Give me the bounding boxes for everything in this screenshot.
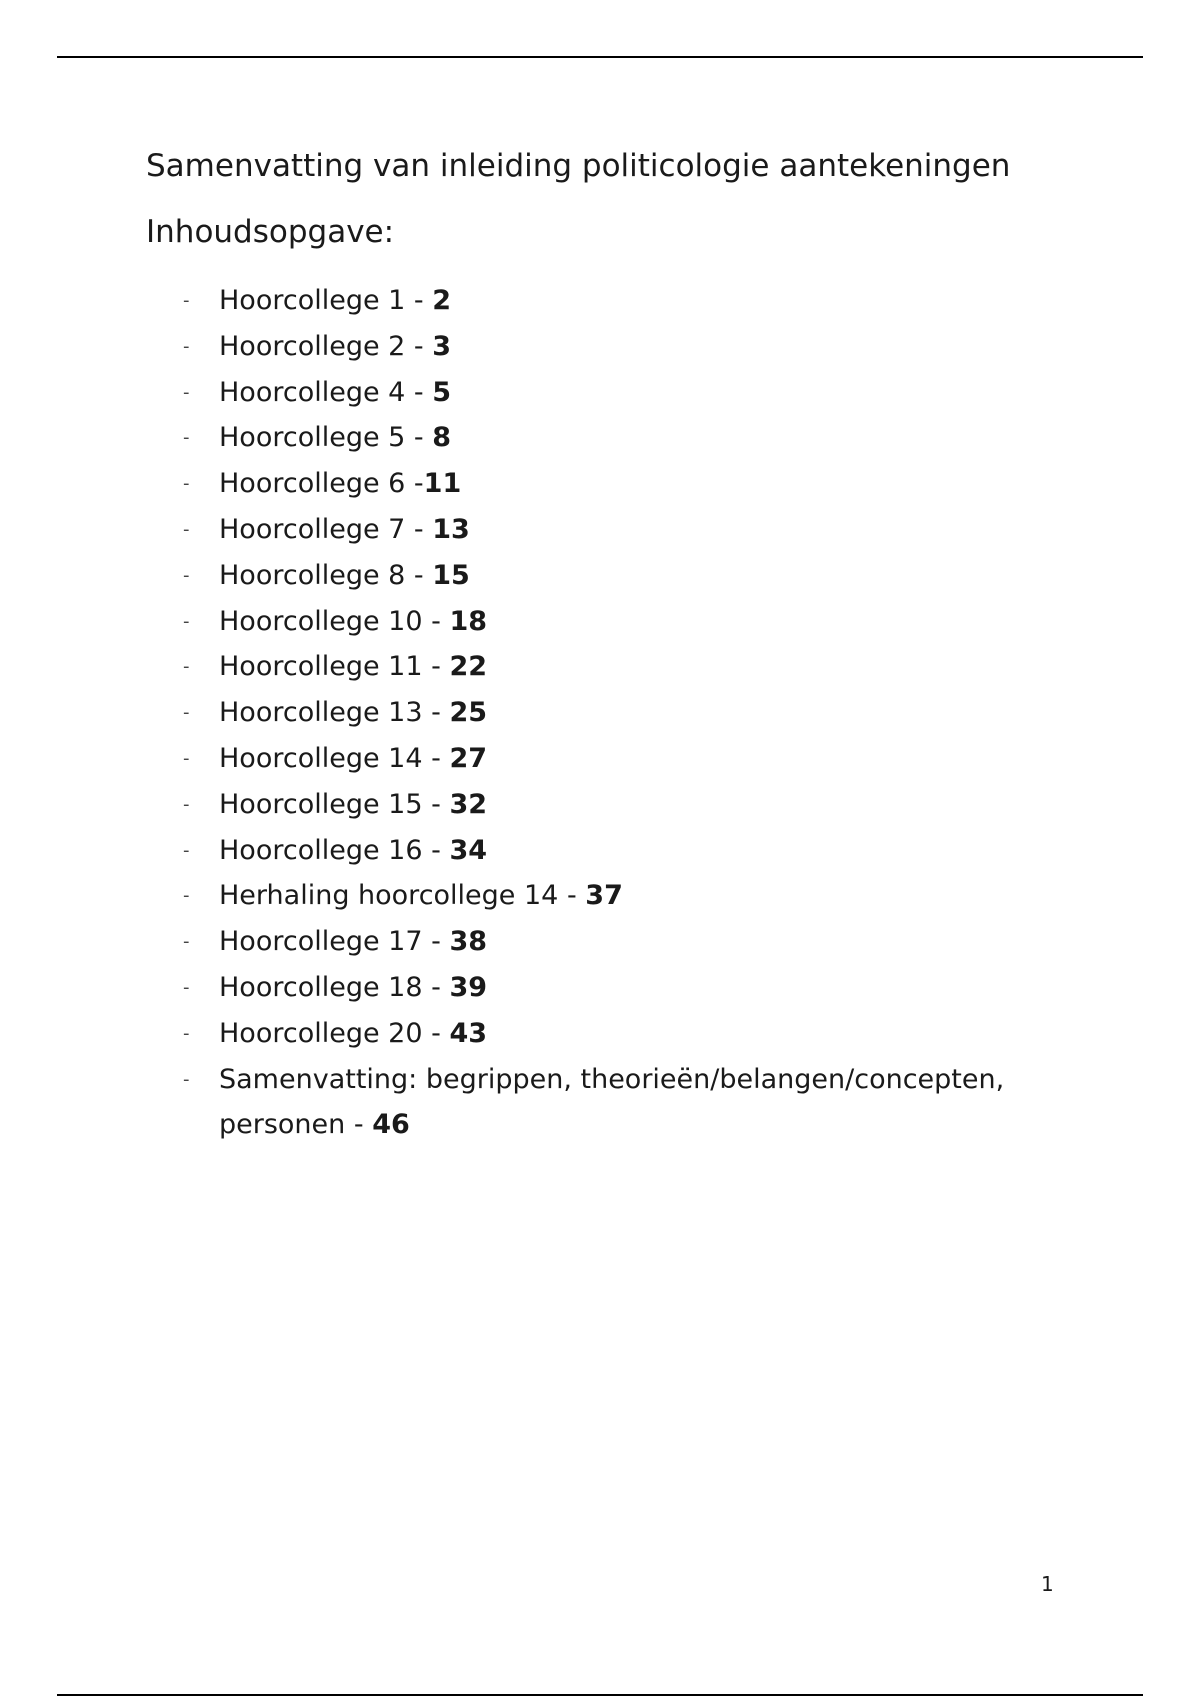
toc-item [0, 278, 1200, 324]
toc-item-label: Hoorcollege 16 - [219, 834, 450, 866]
toc-item-label: Hoorcollege 4 - [219, 376, 433, 408]
toc-item-page: 34 [449, 834, 488, 866]
toc-item-label: Hoorcollege 8 - [219, 559, 433, 591]
toc-item-page: 15 [432, 559, 470, 591]
dash-bullet: - [183, 427, 190, 449]
toc-heading: Inhoudsopgave: [146, 214, 395, 250]
dash-bullet: - [183, 976, 190, 998]
dash-bullet: - [183, 702, 190, 724]
dash-bullet: - [183, 473, 190, 495]
toc-item-label: Hoorcollege 15 - [219, 788, 450, 820]
toc-item-page: 37 [585, 880, 623, 912]
toc-item [0, 1011, 1200, 1057]
toc-item [0, 461, 1200, 507]
toc-item-page: 5 [432, 376, 452, 408]
toc-item-label: Hoorcollege 18 - [219, 971, 450, 1003]
dash-bullet: - [183, 747, 190, 769]
toc-item [0, 599, 1200, 645]
toc-item-page: 27 [449, 742, 488, 774]
toc-item [0, 324, 1200, 370]
dash-bullet: - [183, 610, 190, 632]
toc-item-label: Herhaling hoorcollege 14 - [219, 880, 586, 912]
toc-item-page: 32 [449, 788, 488, 820]
toc-item-page: 25 [449, 697, 488, 729]
toc-item-label: Hoorcollege 6 - [219, 468, 424, 500]
toc-item [0, 1057, 1200, 1149]
toc-item-page: 43 [449, 1017, 488, 1049]
toc-item-label: Hoorcollege 10 - [219, 605, 450, 637]
toc-item-label: Hoorcollege 2 - [219, 330, 433, 362]
toc-item-label: Samenvatting: begrippen, theorieën/belangen/concepten, personen - [219, 1063, 1005, 1141]
toc-item [0, 782, 1200, 828]
toc-item-page: 8 [432, 422, 452, 454]
toc-item-label: Hoorcollege 14 - [219, 742, 450, 774]
toc-item-page: 13 [432, 513, 470, 545]
header-rule [57, 56, 1143, 58]
toc-item-label: Hoorcollege 20 - [219, 1017, 450, 1049]
toc-item-page: 2 [432, 285, 452, 316]
toc-item-page: 39 [449, 971, 488, 1003]
dash-bullet: - [183, 656, 190, 678]
footer-rule [57, 1694, 1143, 1696]
toc-item [0, 873, 1200, 919]
dash-bullet: - [183, 564, 190, 586]
toc-item-label: Hoorcollege 11 - [219, 651, 450, 683]
toc-item-page: 46 [372, 1109, 410, 1141]
toc-item-label: Hoorcollege 13 - [219, 697, 450, 729]
toc-item [0, 690, 1200, 736]
dash-bullet: - [183, 1022, 190, 1044]
toc-item-label: Hoorcollege 7 - [219, 513, 433, 545]
toc-item-page: 11 [423, 468, 462, 500]
dash-bullet: - [183, 839, 190, 861]
dash-bullet: - [183, 793, 190, 815]
toc-item [0, 370, 1200, 416]
toc-item [0, 415, 1200, 461]
toc-item-label: Hoorcollege 5 - [219, 422, 433, 454]
toc-item [0, 919, 1200, 965]
dash-bullet: - [183, 518, 190, 540]
toc-item-page: 3 [432, 330, 452, 362]
toc-item-page: 18 [449, 605, 488, 637]
dash-bullet: - [183, 1068, 190, 1090]
dash-bullet: - [183, 335, 190, 357]
toc-item-label: Hoorcollege 1 - [219, 285, 433, 316]
toc-item [0, 553, 1200, 599]
dash-bullet: - [183, 290, 190, 311]
toc-item [0, 736, 1200, 782]
dash-bullet: - [183, 381, 190, 403]
table-of-contents [0, 278, 1200, 1148]
dash-bullet: - [183, 931, 190, 953]
toc-item-label: Hoorcollege 17 - [219, 926, 450, 958]
toc-item [0, 965, 1200, 1011]
toc-item-page: 38 [449, 926, 488, 958]
dash-bullet: - [183, 885, 190, 907]
toc-item [0, 507, 1200, 553]
page-number: 1 [1041, 1572, 1054, 1596]
document-title: Samenvatting van inleiding politicologie aantekeningen [146, 148, 1011, 184]
toc-item [0, 644, 1200, 690]
toc-item-page: 22 [449, 651, 488, 683]
toc-item [0, 828, 1200, 874]
